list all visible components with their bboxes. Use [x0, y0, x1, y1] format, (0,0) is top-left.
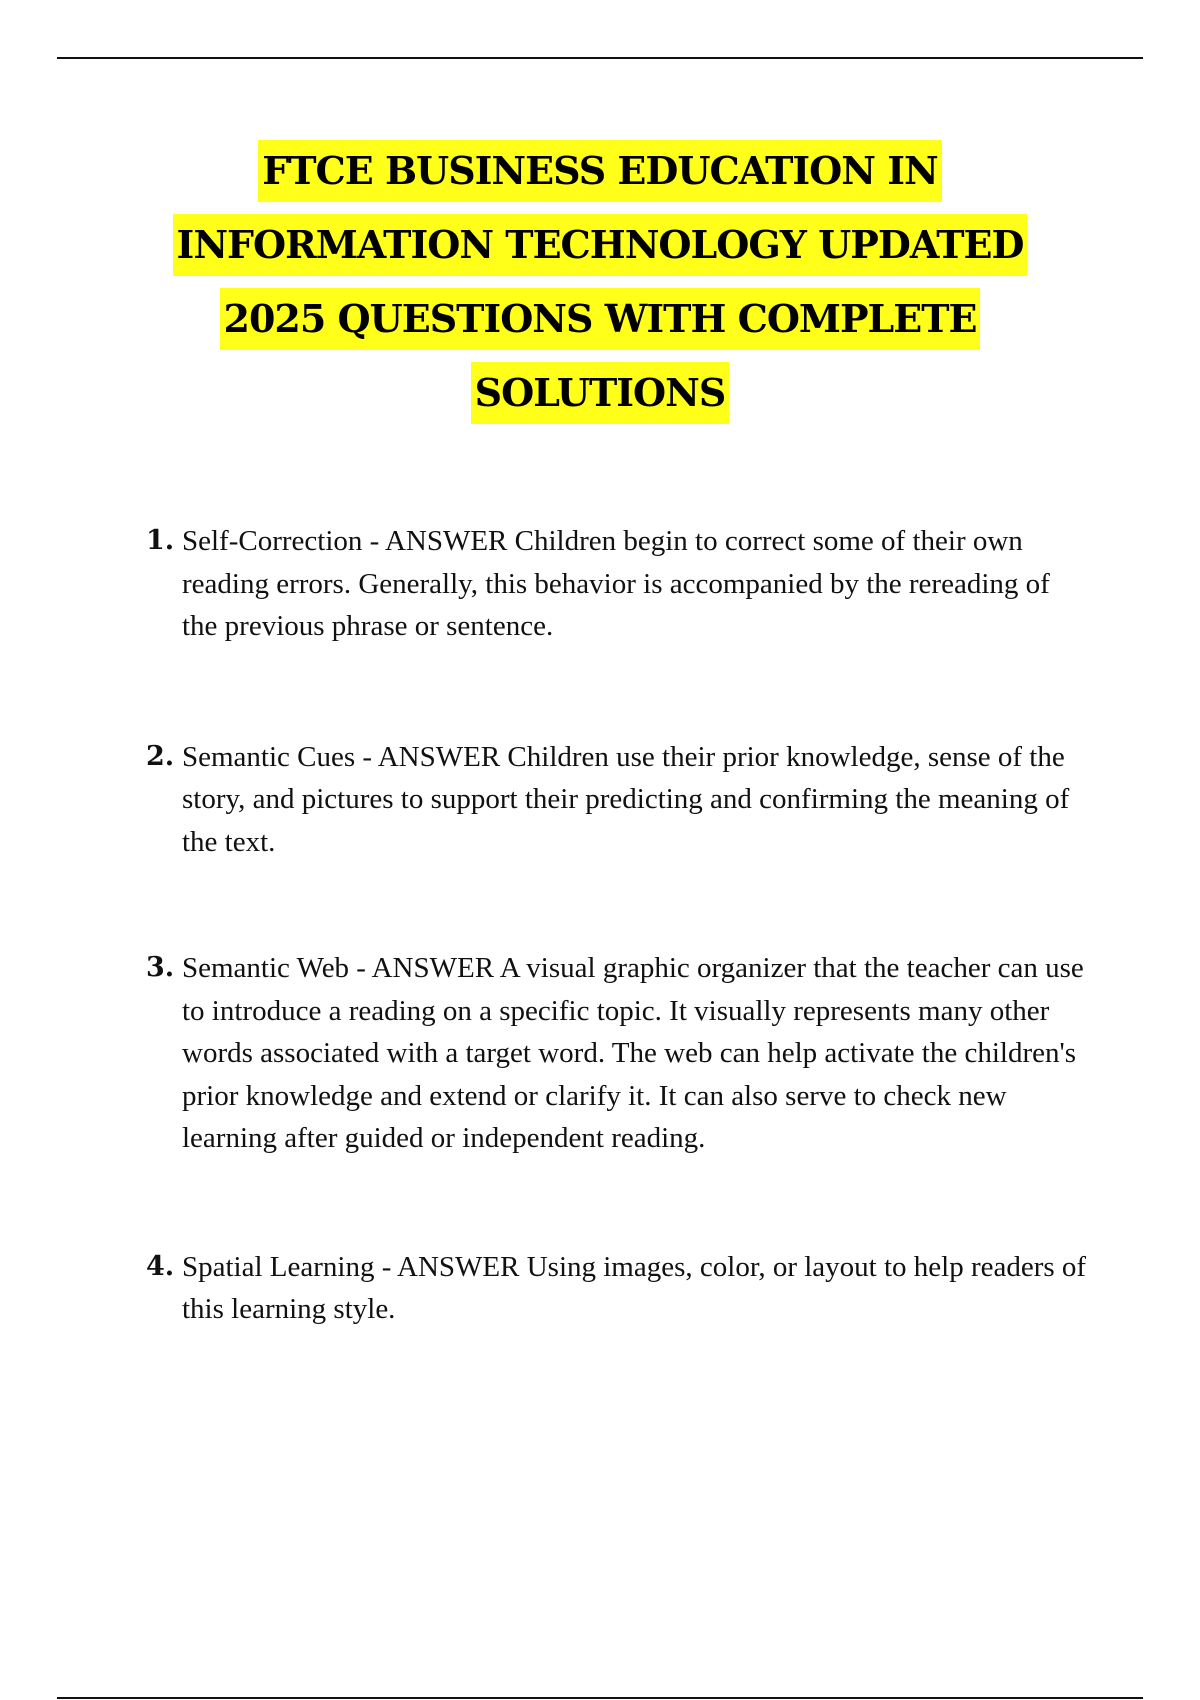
question-list: [140, 520, 1090, 1331]
title-line-2: INFORMATION TECHNOLOGY UPDATED: [173, 214, 1028, 276]
item-text: Spatial Learning - ANSWER Using images, color, or layout to help readers of this learning style.: [182, 1250, 1087, 1325]
bottom-rule: [57, 1697, 1143, 1699]
title-line-4: SOLUTIONS: [471, 362, 730, 424]
item-text: Self-Correction - ANSWER Children begin to correct some of their own reading errors. Generally, this behavior is accompanied by the rereading of the previous phrase or sentence.: [182, 525, 1050, 642]
item-number: 3.: [146, 952, 175, 983]
item-text: Semantic Web - ANSWER A visual graphic organizer that the teacher can use to introduce a reading on a specific topic. It visually represents many other words associated with a target word. The web can help activate the children's prior knowledge and extend or clarify it. It can also serve to check new learning after guided or independent reading.: [182, 952, 1084, 1154]
title-line-1: FTCE BUSINESS EDUCATION IN: [258, 140, 941, 202]
document-title: [150, 140, 1050, 436]
item-text: Semantic Cues - ANSWER Children use their prior knowledge, sense of the story, and pictures to support their predicting and confirming the meaning of the text.: [182, 740, 1070, 858]
top-rule: [57, 57, 1143, 59]
item-number: 1.: [146, 525, 175, 556]
list-item: [140, 736, 1090, 864]
list-item: [140, 520, 1090, 648]
item-number: 4.: [146, 1250, 175, 1282]
list-item: [140, 1246, 1090, 1331]
title-line-3: 2025 QUESTIONS WITH COMPLETE: [220, 288, 981, 350]
item-number: 2.: [146, 740, 175, 772]
list-item: [140, 947, 1090, 1160]
